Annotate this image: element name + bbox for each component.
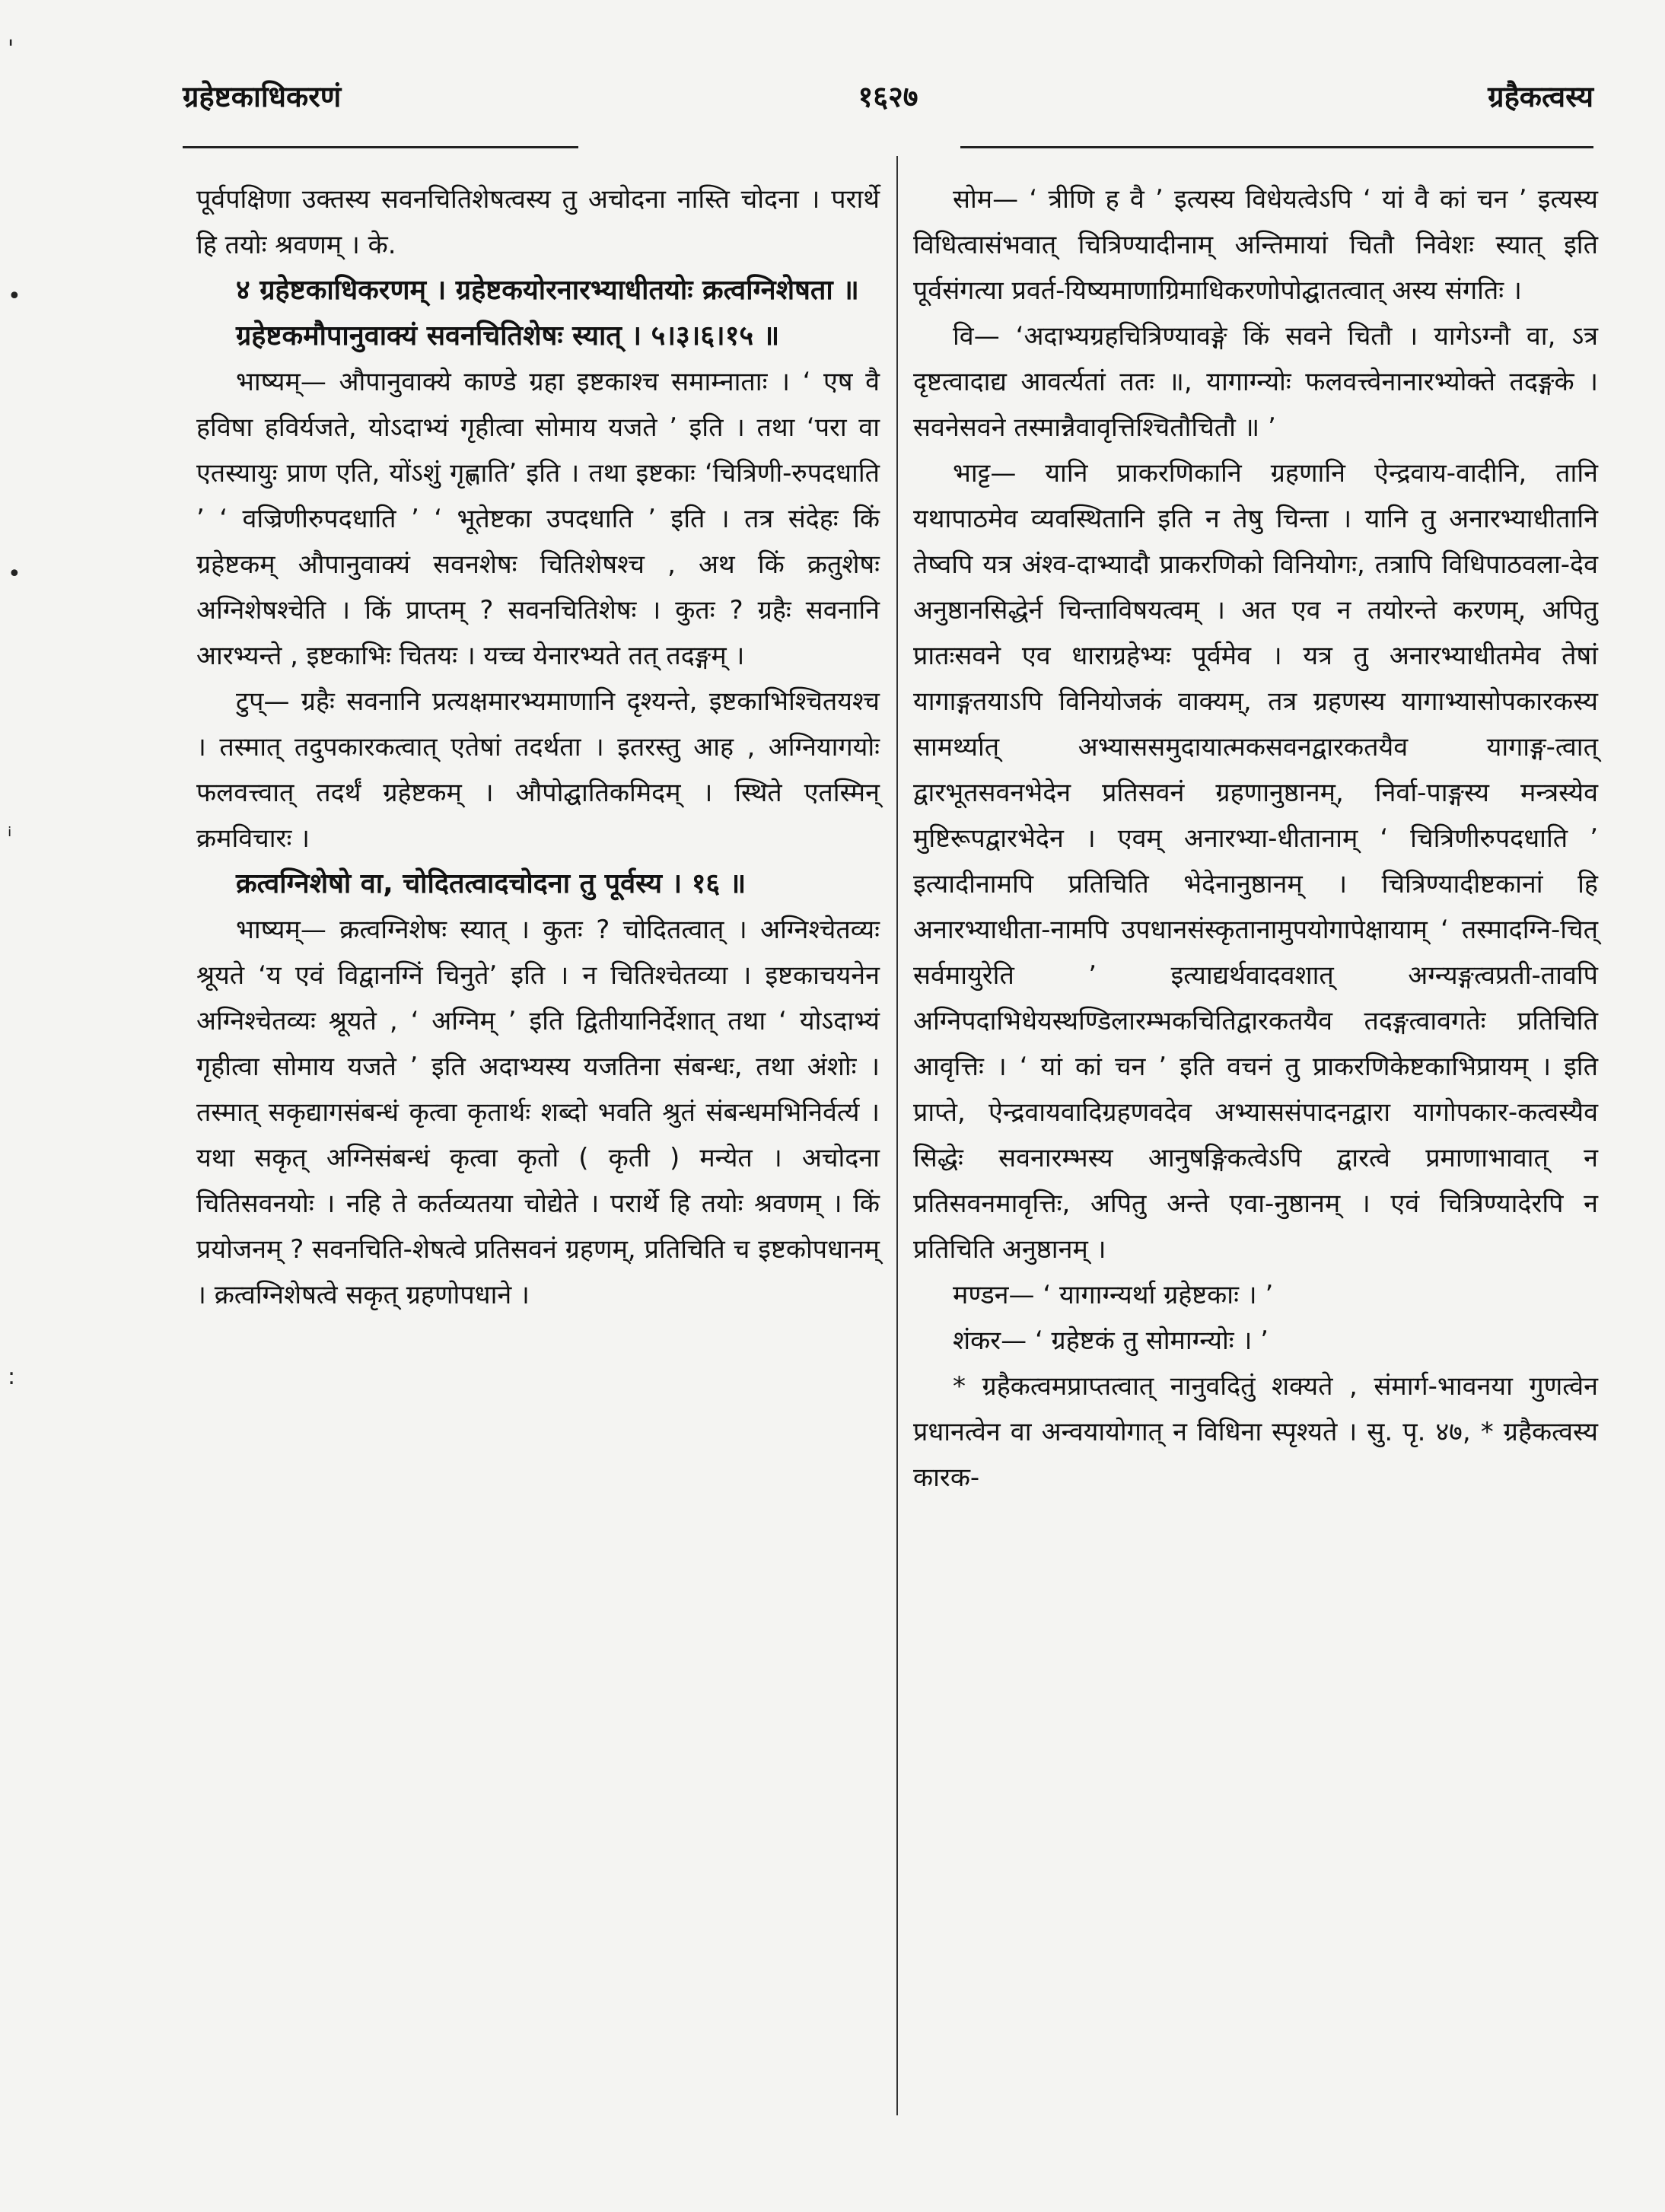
bhashya-paragraph: भाष्यम्— औपानुवाक्ये काण्डे ग्रहा इष्टकाश्च समाम्नाताः । ‘ एष वै हविषा हविर्यजते, योऽदाभ्यं गृहीत्वा सोमाय यजते ’ इति । तथा ‘परा वा एतस्यायुः प्राण एति, योंऽशुं गृह्णाति’ इति । तथा इष्टकाः ‘चित्रिणी-रुपदधाति ’ ‘ वज्रिणीरुपदधाति ’ ‘ भूतेष्टका उपदधाति ’ इति । तत्र संदेहः किं ग्रहेष्टकम् औपानुवाक्यं सवनशेषः चितिशेषश्च , अथ किं क्रतुशेषः अग्निशेषश्चेति । किं प्राप्तम् ? सवनचितिशेषः । कुतः ? ग्रहैः सवनानि आरभ्यन्ते , इष्टकाभिः चितयः । यच्च येनारभ्यते तत् तदङ्गम् । [196,367,880,671]
margin-mark: ' [8,36,14,62]
shankara-paragraph: शंकर— ‘ ग्रहेष्टकं तु सोमाग्न्योः । ’ [953,1326,1269,1356]
page-header [183,76,1593,129]
margin-mark: : [8,1364,16,1390]
running-title-left: ग्रहेष्टकाधिकरणं [183,80,342,113]
bhatta-paragraph: भाट्ट— यानि प्राकरणिकानि ग्रहणानि ऐन्द्रवाय-वादीनि, तानि यथापाठमेव व्यवस्थितानि इति न तेषु चिन्ता । यानि तु अनारभ्याधीतानि तेष्वपि यत्र अंश्व-दाभ्यादौ प्राकरणिको विनियोगः, तत्रापि विधिपाठवला-देव अनुष्ठानसिद्धेर्न चिन्ताविषयत्वम् । अत एव न तयोरन्ते करणम्, अपितु प्रातःसवने एव धाराग्रहेभ्यः पूर्वमेव । यत्र तु अनारभ्याधीतमेव तेषां यागाङ्गतयाऽपि विनियोजकं वाक्यम्, तत्र ग्रहणस्य यागाभ्यासोपकारकस्य सामर्थ्यात् अभ्याससमुदायात्मकसवनद्वारकतयैव यागाङ्ग-त्वात् द्वारभूतसवनभेदेन प्रतिसवनं ग्रहणानुष्ठानम्, निर्वा-पाङ्गस्य मन्त्रस्येव मुष्टिरूपद्वारभेदेन । एवम् अनारभ्या-धीतानाम् ‘ चित्रिणीरुपदधाति ’ इत्यादीनामपि प्रतिचिति भेदेनानुष्ठानम् । चित्रिण्यादीष्टकानां हि अनारभ्याधीता-नामपि उपधानसंस्कृतानामुपयोगापेक्षायाम् ‘ तस्मादग्नि-चित् सर्वमायुरेति ’ इत्याद्यर्थवादवशात् अग्न्यङ्गत्वप्रती-तावपि अग्निपदाभिधेयस्थण्डिलारम्भकचितिद्वारकतयैव तदङ्गत्वावगतेः प्रतिचिति आवृत्तिः । ‘ यां कां चन ’ इति वचनं तु प्राकरणिकेष्टकाभिप्रायम् । इति प्राप्ते, ऐन्द्रवायवादिग्रहणवदेव अभ्याससंपादनद्वारा यागोपकार-कत्वस्यैव सिद्धेः सवनारम्भस्य आनुषङ्गिकत्वेऽपि द्वारत्वे प्रमाणाभावात् न प्रतिसवनमावृत्तिः, अपितु अन्ते एवा-नुष्ठानम् । एवं चित्रिण्यादेरपि न प्रतिचिति अनुष्ठानम् । [913,458,1598,1265]
margin-mark: • [8,283,21,310]
left-column [196,177,880,1318]
margin-mark: ᵢ [8,816,12,842]
right-column [913,177,1598,1501]
soma-paragraph: सोम— ‘ त्रीणि ह वै ’ इत्यस्य विधेयत्वेऽपि ‘ यां वै कां चन ’ इत्यस्य विधित्वासंभवात् चित्रिण्यादीनाम् अन्तिमायां चितौ निवेशः स्यात् इति पूर्वसंगत्या प्रवर्त-यिष्यमाणाग्रिमाधिकरणोपोद्घातत्वात् अस्य संगतिः । [913,184,1598,306]
mandana-paragraph: मण्डन— ‘ यागाग्न्यर्था ग्रहेष्टकाः । ’ [953,1280,1274,1310]
bhashya-paragraph: भाष्यम्— क्रत्वग्निशेषः स्यात् । कुतः ? चोदितत्वात् । अग्निश्चेतव्यः श्रूयते ‘य एवं विद्वानग्निं चिनुते’ इति । न चितिश्चेतव्या । इष्टकाचयनेन अग्निश्चेतव्यः श्रूयते , ‘ अग्निम् ’ इति द्वितीयानिर्देशात् तथा ‘ योऽदाभ्यं गृहीत्वा सोमाय यजते ’ इति अदाभ्यस्य यजतिना संबन्धः, तथा अंशोः । तस्मात् सकृद्यागसंबन्धं कृत्वा कृतार्थः शब्दो भवति श्रुतं संबन्धमभिनिर्वर्त्य । यथा सकृत् अग्निसंबन्धं कृत्वा कृतो ( कृती ) मन्येत । अचोदना चितिसवनयोः । नहि ते कर्तव्यतया चोद्येते । परार्थे हि तयोः श्रवणम् । किं प्रयोजनम् ? सवनचिति-शेषत्वे प्रतिसवनं ग्रहणम्, प्रतिचिति च इष्टकोपधानम् । क्रत्वग्निशेषत्वे सकृत् ग्रहणोपधाने । [196,915,880,1310]
adhikarana-heading: ४ ग्रहेष्टकाधिकरणम् । ग्रहेष्टकयोरनारभ्याधीतयोः क्रत्वग्निशेषता ॥ [236,275,859,306]
footnote-paragraph: * ग्रहैकत्वमप्राप्तत्वात् नानुवदितुं शक्यते , संमार्ग-भावनया गुणत्वेन प्रधानत्वेन वा अन्वयायोगात् न विधिना स्पृश्यते । सु. पृ. ४७, * ग्रहैकत्वस्य कारक- [913,1371,1598,1493]
vi-paragraph: वि— ‘अदाभ्यग्रहचित्रिण्यावङ्गे किं सवने चितौ । यागेऽग्नौ वा, ऽत्र दृष्टत्वादाद्य आवर्त्यतां ततः ॥, यागाग्न्योः फलवत्त्वेनानारभ्योक्ते तदङ्गके । सवनेसवने तस्मान्नैवावृत्तिश्चितौचितौ ॥ ’ [913,321,1598,443]
tup-paragraph: टुप्— ग्रहैः सवनानि प्रत्यक्षमारभ्यमाणानि दृश्यन्ते, इष्टकाभिश्चितयश्च । तस्मात् तदुपकारकत्वात् एतेषां तदर्थता । इतरस्तु आह , अग्नियागयोः फलवत्त्वात् तदर्थं ग्रहेष्टकम् । औपोद्घातिकमिदम् । स्थिते एतस्मिन् क्रमविचारः । [196,686,880,854]
header-rule-left [183,146,578,148]
margin-mark: • [8,561,21,587]
sutra: ग्रहेष्टकमौपानुवाक्यं सवनचितिशेषः स्यात् । ५।३।६।१५ ॥ [236,320,780,352]
header-rule-right [960,146,1593,148]
paragraph: पूर्वपक्षिणा उक्तस्य सवनचितिशेषत्वस्य तु अचोदना नास्ति चोदना । परार्थे हि तयोः श्रवणम् । के. [196,184,880,260]
sutra: क्रत्वग्निशेषो वा, चोदितत्वादचोदना तु पूर्वस्य । १६ ॥ [236,868,747,899]
column-divider [896,156,898,2115]
running-title-right: ग्रहैकत्वस्य [1488,80,1593,113]
page-number: १६२७ [858,80,918,113]
